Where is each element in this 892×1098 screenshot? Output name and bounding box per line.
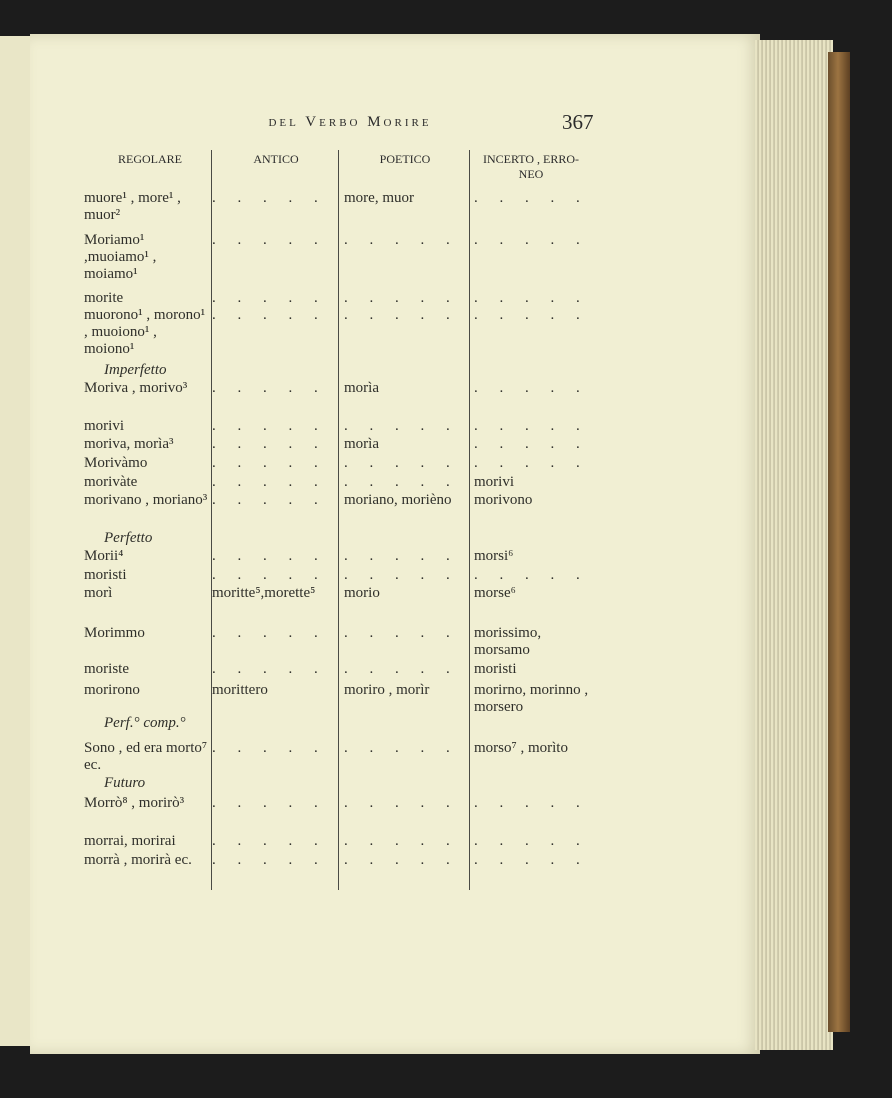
book-cover [828,52,850,1032]
cell-incerto: . . . . . [474,567,589,583]
cell-regolare: Futuro [104,775,146,791]
cell-incerto: morirno, morinno , morsero [474,682,589,715]
cell-regolare: morrà , morirà ec. [84,852,192,868]
cell-regolare: Moriva , morivo³ [84,380,188,396]
cell-incerto: morivi [474,474,514,490]
cell-regolare: morivàte [84,474,138,490]
cell-antico: . . . . . [212,474,327,490]
cell-regolare: moristi [84,567,127,583]
cell-antico: morittero [212,682,268,698]
cell-antico: . . . . . [212,307,327,323]
cell-incerto: morsi⁶ [474,548,514,564]
cell-incerto: morso⁷ , morìto [474,740,568,756]
cell-poetico: morìa [344,380,379,396]
cell-antico: . . . . . [212,380,327,396]
cell-poetico: . . . . . [344,290,459,306]
cell-regolare: moriva, morìa³ [84,436,174,452]
cell-antico: . . . . . [212,567,327,583]
cell-regolare: moriste [84,661,129,677]
cell-poetico: . . . . . [344,852,459,868]
cell-regolare: muore¹ , more¹ , muor² [84,190,181,223]
cell-regolare: morrai, morirai [84,833,176,849]
cell-incerto: . . . . . [474,307,589,323]
cell-poetico: . . . . . [344,418,459,434]
cell-regolare: Perfetto [104,530,153,546]
page-edges [755,40,833,1050]
cell-poetico: . . . . . [344,833,459,849]
cell-antico: . . . . . [212,833,327,849]
cell-poetico: . . . . . [344,548,459,564]
cell-antico: . . . . . [212,232,327,248]
cell-incerto: . . . . . [474,852,589,868]
cell-poetico: . . . . . [344,474,459,490]
cell-antico: . . . . . [212,740,327,756]
cell-incerto: morivono [474,492,533,508]
cell-regolare: Morii⁴ [84,548,124,564]
cell-incerto: morissimo, morsamo [474,625,542,658]
cell-poetico: . . . . . [344,567,459,583]
cell-regolare: muorono¹ , morono¹ , muoiono¹ , moiono¹ [84,307,206,357]
cell-regolare: Moriamo¹ ,muoiamo¹ , moiamo¹ [84,232,157,282]
cell-incerto: . . . . . [474,290,589,306]
cell-antico: . . . . . [212,852,327,868]
cell-incerto: . . . . . [474,380,589,396]
column-header-antico: ANTICO [253,152,299,166]
column-header-regolare: REGOLARE [118,152,182,166]
cell-regolare: Imperfetto [104,362,167,378]
cell-regolare: Sono , ed era morto⁷ ec. [84,740,208,773]
cell-antico: . . . . . [212,418,327,434]
column-header-incerto: INCERTO , ERRO- NEO [482,152,580,181]
page-number: 367 [562,110,594,134]
cell-incerto: . . . . . [474,436,589,452]
cell-poetico: morio [344,585,380,601]
cell-incerto: morse⁶ [474,585,516,601]
cell-incerto: . . . . . [474,795,589,811]
running-title: del Verbo Morire [268,114,432,130]
cell-antico: . . . . . [212,290,327,306]
cell-regolare: Morrò⁸ , morirò³ [84,795,185,811]
column-rule-3 [469,150,470,890]
cell-poetico: . . . . . [344,307,459,323]
cell-poetico: . . . . . [344,455,459,471]
cell-incerto: . . . . . [474,232,589,248]
column-rule-2 [338,150,339,890]
cell-regolare: morì [84,585,113,601]
cell-poetico: . . . . . [344,795,459,811]
cell-poetico: moriro , morìr [344,682,430,698]
cell-antico: . . . . . [212,455,327,471]
cell-antico: moritte⁵,morette⁵ [212,585,316,601]
cell-antico: . . . . . [212,548,327,564]
cell-regolare: morivano , moriano³ [84,492,208,508]
cell-poetico: morìa [344,436,379,452]
cell-incerto: moristi [474,661,517,677]
cell-antico: . . . . . [212,492,327,508]
cell-regolare: Perf.° comp.° [104,715,186,731]
cell-poetico: . . . . . [344,232,459,248]
cell-antico: . . . . . [212,625,327,641]
cell-poetico: moriano, morièno [344,492,452,508]
cell-poetico: . . . . . [344,625,459,641]
cell-incerto: . . . . . [474,418,589,434]
column-header-poetico: POETICO [379,152,431,166]
cell-regolare: morirono [84,682,140,698]
cell-regolare: morivi [84,418,124,434]
cell-poetico: more, muor [344,190,414,206]
cell-regolare: Morimmo [84,625,145,641]
cell-regolare: Morivàmo [84,455,148,471]
cell-antico: . . . . . [212,661,327,677]
cell-poetico: . . . . . [344,661,459,677]
cell-antico: . . . . . [212,190,327,206]
cell-incerto: . . . . . [474,833,589,849]
cell-regolare: morite [84,290,124,306]
cell-antico: . . . . . [212,795,327,811]
cell-poetico: . . . . . [344,740,459,756]
cell-incerto: . . . . . [474,190,589,206]
cell-incerto: . . . . . [474,455,589,471]
cell-antico: . . . . . [212,436,327,452]
facing-page-edge [0,36,31,1046]
